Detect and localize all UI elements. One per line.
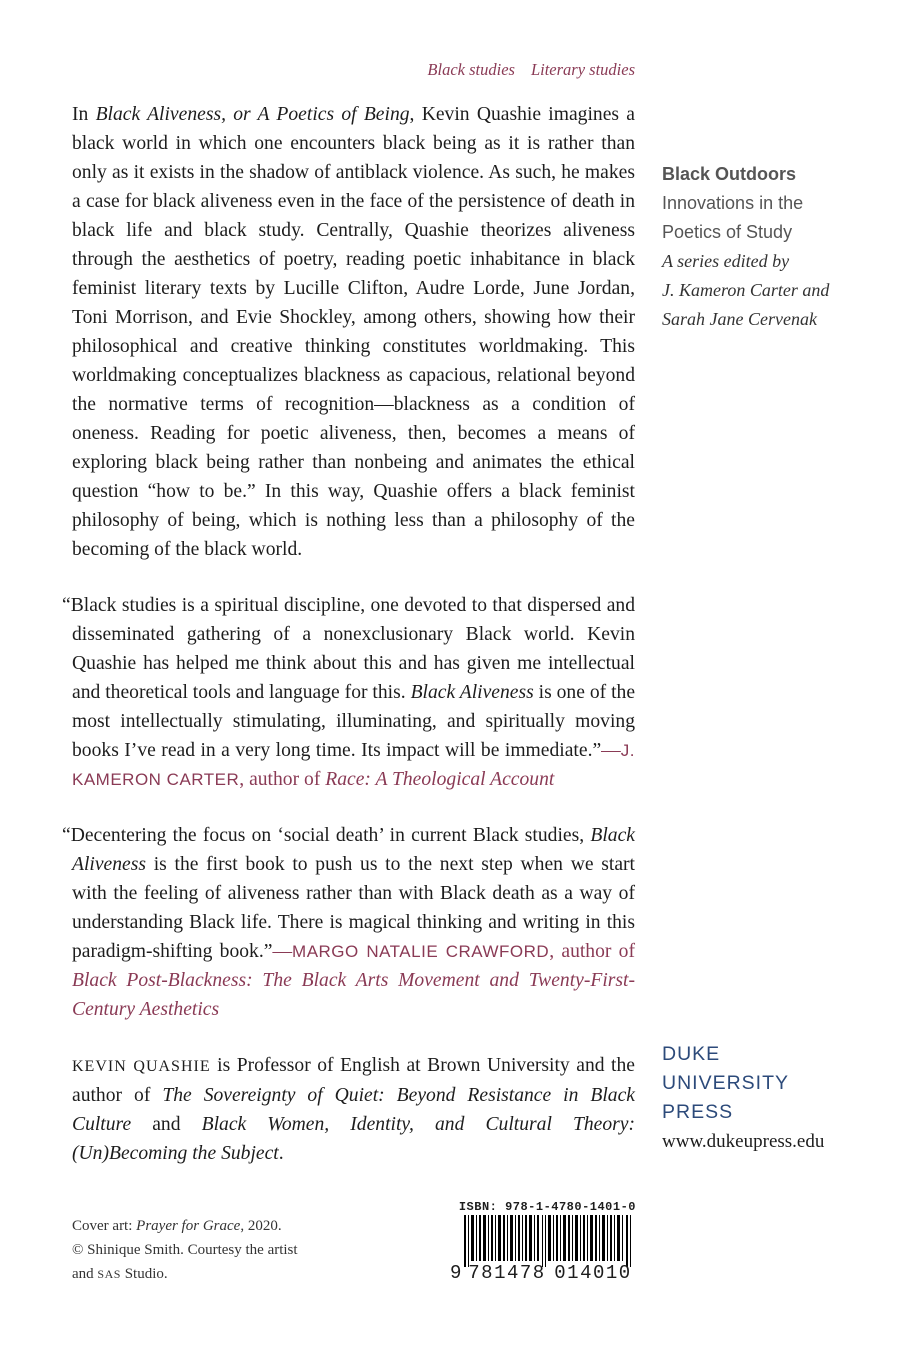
barcode-digits	[450, 1262, 636, 1284]
category-black-studies: Black studies	[427, 60, 515, 79]
author-bio	[72, 1051, 635, 1168]
quote2-text-end: is the first book to push us to the next step when we start with the feeling of aliveness rather than with Black death as a way of understanding Black life. There is magical thinking and writing in this paradigm-shifting book.”	[72, 854, 635, 962]
endorsement-carter	[62, 591, 636, 794]
barcode-first-digit: 9	[450, 1262, 462, 1284]
publisher-url: www.dukeupress.edu	[662, 1131, 825, 1152]
description-lead: In	[72, 104, 96, 125]
endorsement-crawford	[62, 821, 635, 1024]
quote2-title: Black Aliveness	[72, 825, 635, 875]
credit-studio-abbr: SAS	[97, 1267, 121, 1281]
credit-line-3	[72, 1262, 298, 1286]
quote1-author: J. KAMERON CARTER	[72, 741, 635, 789]
isbn-label: ISBN: 978-1-4780-1401-0	[458, 1200, 636, 1214]
quote1-dash: —	[601, 740, 621, 761]
quote2-work: Black Post-Blackness: The Black Arts Movement and Twenty-First-Century Aesthetics	[72, 970, 635, 1020]
bio-text: is Professor of English at Brown University and the author of	[72, 1055, 635, 1106]
quote1-work: Race: A Theological Account	[325, 769, 555, 790]
barcode-image	[450, 1215, 636, 1267]
credit-and: and	[72, 1266, 98, 1282]
series-subtitle-1: Innovations in the	[662, 193, 804, 213]
quote2-dash: —	[272, 941, 293, 962]
series-info	[662, 160, 862, 334]
quote2-author: MARGO NATALIE CRAWFORD	[292, 942, 550, 961]
quote1-text: “Black studies is a spiritual discipline, one devoted to that dispersed and disseminated gathering of a nonexclusionary Black world. Kevin Quashie has helped me think about this and has given me intellectual and theoretical tools and language for this.	[62, 595, 635, 703]
series-edited-2: J. Kameron Carter and	[662, 280, 830, 300]
credit-line-1	[72, 1214, 298, 1238]
publisher-name-3: PRESS	[662, 1101, 734, 1123]
publisher-name-1: DUKE	[662, 1043, 721, 1065]
quote2-author-of: , author of	[549, 941, 635, 962]
category-literary-studies: Literary studies	[530, 60, 635, 79]
main-text	[62, 100, 636, 1168]
description-body: , Kevin Quashie imagines a black world in which one encounters black being as it is rather than only as it exists in the shadow of antiblack violence. As such, he makes a case for black aliveness even in the face of the persistence of death in black life and black study. Centrally, Quashie theorizes aliveness through the aesthetics of poetry, reading poetic inhabitance in black feminist literary texts by Lucille Clifton, Audre Lorde, June Jordan, Toni Morrison, and Evie Shockley, among others, showing how their philosophical and creative thinking constitutes worldmaking. This worldmaking conceptualizes blackness as capacious, relational beyond the normative terms of recognition—blackness as a condition of oneness. Reading for poetic aliveness, then, becomes a means of exploring black being rather than nonbeing and animates the ethical question “how to be.” In this way, Quashie offers a black feminist philosophy of being, which is nothing less than a philosophy of the becoming of the black world.	[72, 104, 635, 560]
cover-art-credit	[72, 1214, 298, 1286]
category-labels	[427, 60, 635, 80]
credit-label: Cover art:	[72, 1218, 137, 1234]
quote1-text-end: is one of the most intellectually stimulating, illuminating, and spiritually moving books I’ve read in a very long time. Its impact will be immediate.”	[72, 682, 636, 761]
barcode-group-2: 014010	[554, 1262, 632, 1284]
bio-end: .	[278, 1143, 284, 1164]
publisher-block	[662, 1040, 882, 1156]
book-title: Black Aliveness, or A Poetics of Being	[95, 104, 410, 125]
credit-studio: Studio.	[120, 1266, 168, 1282]
publisher-name-2: UNIVERSITY	[662, 1072, 790, 1094]
bio-author-name: KEVIN QUASHIE	[72, 1058, 211, 1075]
credit-work: Prayer for Grace	[136, 1218, 241, 1234]
credit-line-2: © Shinique Smith. Courtesy the artist	[72, 1242, 298, 1258]
quote1-title: Black Aliveness	[410, 682, 534, 703]
bio-book2: Black Women, Identity, and Cultural Theory: (Un)Becoming the Subject	[72, 1114, 635, 1164]
quote2-text: “Decentering the focus on ‘social death’ in current Black studies,	[62, 825, 591, 846]
barcode-group-1: 781478	[468, 1262, 546, 1284]
bio-book1: The Sovereignty of Quiet: Beyond Resistance in Black Culture	[72, 1085, 635, 1135]
series-edited-1: A series edited by	[662, 251, 790, 271]
series-subtitle-2: Poetics of Study	[662, 222, 793, 242]
book-description	[72, 100, 635, 564]
bio-and: and	[131, 1114, 202, 1135]
barcode-block	[450, 1200, 636, 1290]
quote1-author-of: , author of	[239, 769, 326, 790]
series-edited-3: Sarah Jane Cervenak	[662, 309, 817, 329]
credit-year: , 2020.	[240, 1218, 282, 1234]
series-title: Black Outdoors	[662, 164, 797, 184]
